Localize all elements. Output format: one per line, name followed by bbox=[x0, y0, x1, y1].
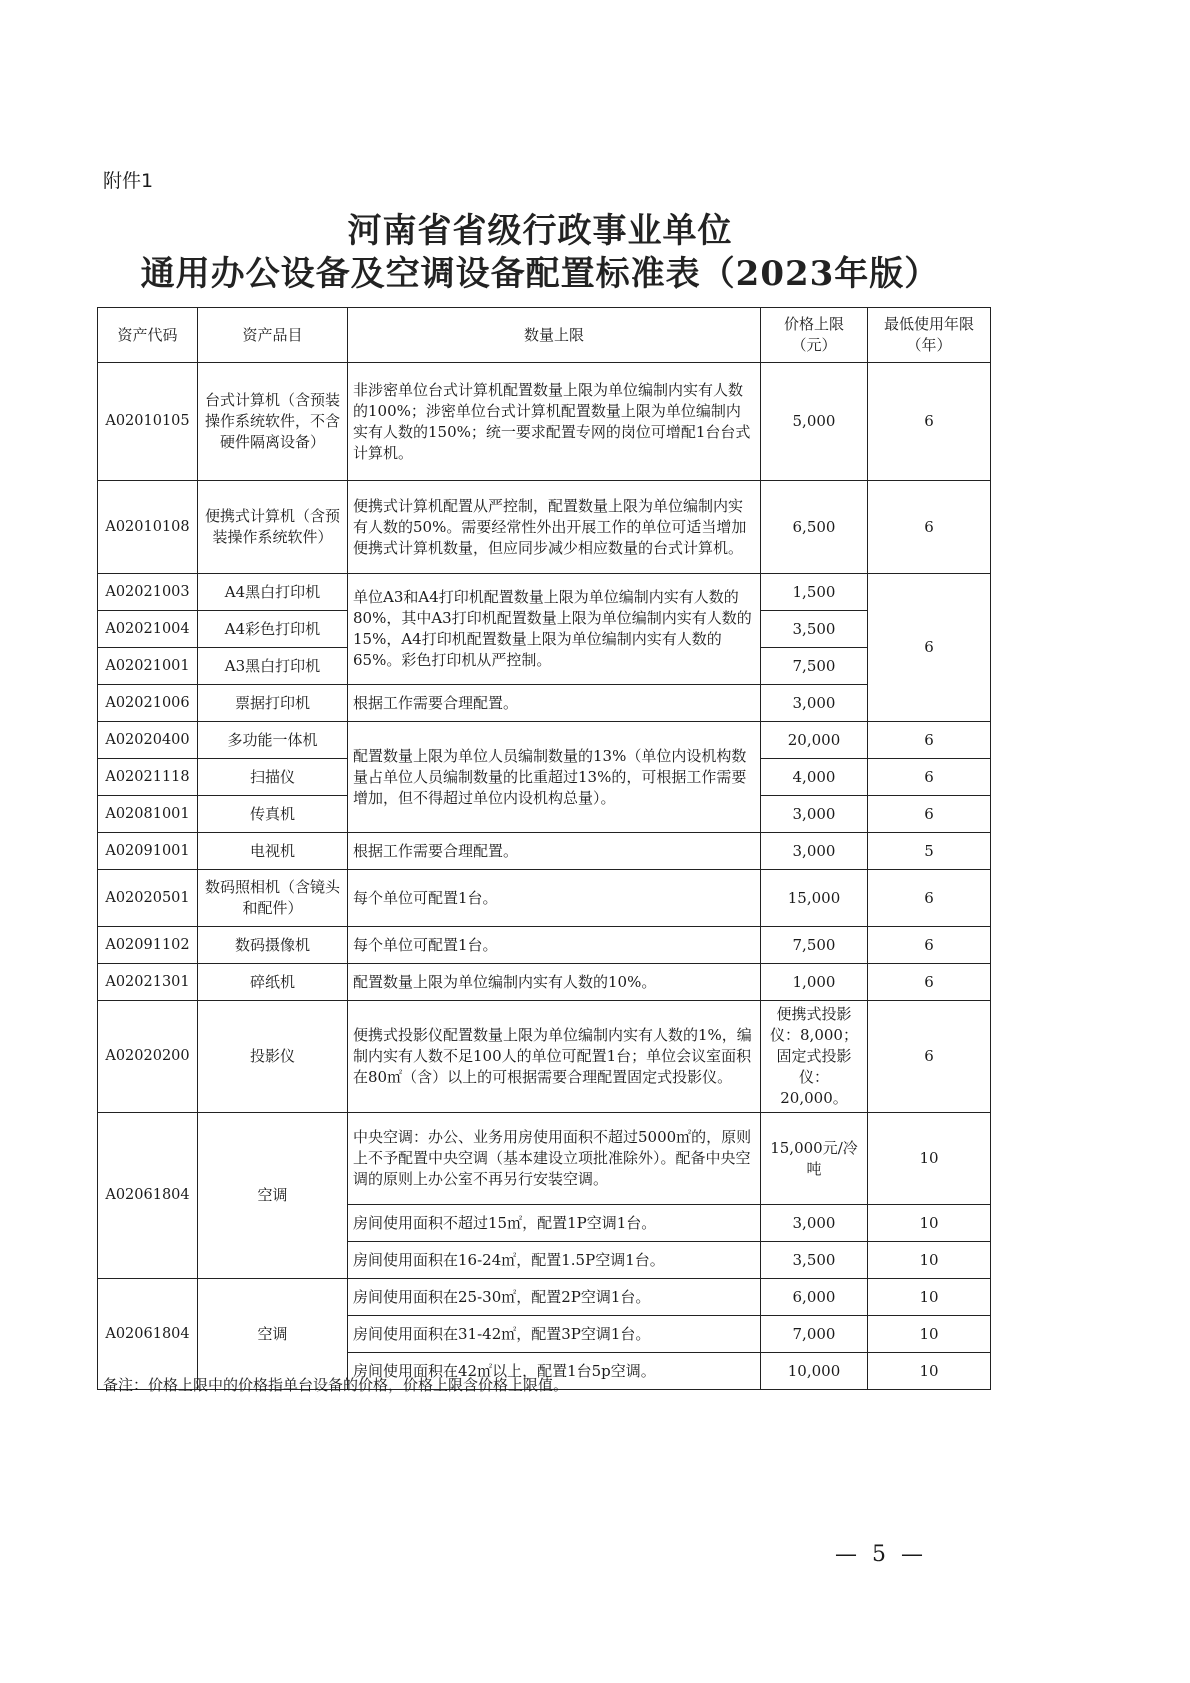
cell-code: A02091102 bbox=[98, 927, 198, 964]
cell-code: A02061804 bbox=[98, 1279, 198, 1390]
footnote: 备注：价格上限中的价格指单台设备的价格，价格上限含价格上限值。 bbox=[103, 1376, 569, 1394]
cell-item: 空调 bbox=[198, 1279, 348, 1390]
cell-code: A02021001 bbox=[98, 648, 198, 685]
cell-years: 6 bbox=[868, 722, 991, 759]
cell-code: A02021004 bbox=[98, 611, 198, 648]
cell-price: 3,000 bbox=[761, 796, 868, 833]
cell-price: 15,000 bbox=[761, 870, 868, 927]
table-row bbox=[98, 363, 991, 481]
cell-years-printer-group: 6 bbox=[868, 574, 991, 722]
table-row bbox=[98, 1001, 991, 1113]
header-item: 资产品目 bbox=[198, 308, 348, 363]
table-row bbox=[98, 722, 991, 759]
page-title-line2: 通用办公设备及空调设备配置标准表（2023年版） bbox=[140, 254, 940, 294]
cell-years: 10 bbox=[868, 1279, 991, 1316]
cell-code: A02010105 bbox=[98, 363, 198, 481]
cell-item: 空调 bbox=[198, 1113, 348, 1279]
cell-price: 20,000 bbox=[761, 722, 868, 759]
cell-years: 6 bbox=[868, 870, 991, 927]
cell-code: A02020200 bbox=[98, 1001, 198, 1113]
cell-price: 便携式投影仪：8,000；固定式投影仪：20,000。 bbox=[761, 1001, 868, 1113]
cell-quantity-mfp-group: 配置数量上限为单位人员编制数量的13%（单位内设机构数量占单位人员编制数量的比重超过13%的，可根据工作需要增加，但不得超过单位内设机构总量）。 bbox=[348, 722, 761, 833]
cell-item: 传真机 bbox=[198, 796, 348, 833]
header-price-line1: 价格上限 bbox=[783, 315, 844, 333]
header-years-line1: 最低使用年限 bbox=[883, 315, 974, 333]
table-row bbox=[98, 574, 991, 611]
header-code: 资产代码 bbox=[98, 308, 198, 363]
cell-years: 6 bbox=[868, 481, 991, 574]
cell-item: 票据打印机 bbox=[198, 685, 348, 722]
table-row bbox=[98, 1113, 991, 1205]
cell-item: 台式计算机（含预装操作系统软件，不含硬件隔离设备） bbox=[198, 363, 348, 481]
cell-years: 6 bbox=[868, 927, 991, 964]
cell-code: A02020501 bbox=[98, 870, 198, 927]
cell-code: A02021301 bbox=[98, 964, 198, 1001]
table-row bbox=[98, 927, 991, 964]
cell-years: 6 bbox=[868, 759, 991, 796]
cell-years: 10 bbox=[868, 1113, 991, 1205]
cell-price: 1,500 bbox=[761, 574, 868, 611]
cell-quantity-printer-group: 单位A3和A4打印机配置数量上限为单位编制内实有人数的80%，其中A3打印机配置数量上限为单位编制内实有人数的15%，A4打印机配置数量上限为单位编制内实有人数的65%。彩色打印机从严控制。 bbox=[348, 574, 761, 685]
cell-item: 投影仪 bbox=[198, 1001, 348, 1113]
header-quantity: 数量上限 bbox=[348, 308, 761, 363]
header-years-line2: （年） bbox=[906, 336, 952, 354]
cell-item: 电视机 bbox=[198, 833, 348, 870]
table-header-row bbox=[98, 308, 991, 363]
table-row bbox=[98, 964, 991, 1001]
cell-price: 7,000 bbox=[761, 1316, 868, 1353]
cell-price: 3,500 bbox=[761, 611, 868, 648]
cell-price: 3,000 bbox=[761, 833, 868, 870]
cell-code: A02021003 bbox=[98, 574, 198, 611]
header-price-line2: （元） bbox=[791, 336, 837, 354]
cell-years: 6 bbox=[868, 796, 991, 833]
cell-code: A02021118 bbox=[98, 759, 198, 796]
cell-quantity: 每个单位可配置1台。 bbox=[348, 870, 761, 927]
cell-code: A02021006 bbox=[98, 685, 198, 722]
cell-price: 5,000 bbox=[761, 363, 868, 481]
cell-price: 6,500 bbox=[761, 481, 868, 574]
cell-quantity: 根据工作需要合理配置。 bbox=[348, 833, 761, 870]
cell-years: 10 bbox=[868, 1353, 991, 1390]
cell-item: A4黑白打印机 bbox=[198, 574, 348, 611]
page-number: — 5 — bbox=[835, 1542, 927, 1567]
cell-item: 便携式计算机（含预装操作系统软件） bbox=[198, 481, 348, 574]
cell-quantity: 房间使用面积在31-42㎡，配置3P空调1台。 bbox=[348, 1316, 761, 1353]
cell-years: 6 bbox=[868, 964, 991, 1001]
page-title-line1: 河南省省级行政事业单位 bbox=[347, 211, 733, 251]
cell-years: 10 bbox=[868, 1316, 991, 1353]
cell-price: 3,000 bbox=[761, 1205, 868, 1242]
cell-years: 5 bbox=[868, 833, 991, 870]
cell-quantity: 便携式计算机配置从严控制，配置数量上限为单位编制内实有人数的50%。需要经常性外出开展工作的单位可适当增加便携式计算机数量，但应同步减少相应数量的台式计算机。 bbox=[348, 481, 761, 574]
cell-price: 7,500 bbox=[761, 927, 868, 964]
table-row bbox=[98, 870, 991, 927]
cell-item: 碎纸机 bbox=[198, 964, 348, 1001]
table-row bbox=[98, 833, 991, 870]
cell-price: 7,500 bbox=[761, 648, 868, 685]
cell-item: A4彩色打印机 bbox=[198, 611, 348, 648]
cell-quantity: 中央空调：办公、业务用房使用面积不超过5000㎡的，原则上不予配置中央空调（基本建设立项批准除外）。配备中央空调的原则上办公室不再另行安装空调。 bbox=[348, 1113, 761, 1205]
header-years bbox=[868, 308, 991, 363]
table-row bbox=[98, 1279, 991, 1316]
cell-quantity: 非涉密单位台式计算机配置数量上限为单位编制内实有人数的100%；涉密单位台式计算机配置数量上限为单位编制内实有人数的150%；统一要求配置专网的岗位可增配1台台式计算机。 bbox=[348, 363, 761, 481]
header-price bbox=[761, 308, 868, 363]
cell-price: 3,000 bbox=[761, 685, 868, 722]
cell-code: A02010108 bbox=[98, 481, 198, 574]
cell-price: 15,000元/冷吨 bbox=[761, 1113, 868, 1205]
table-row bbox=[98, 685, 991, 722]
cell-code: A02061804 bbox=[98, 1113, 198, 1279]
attachment-label: 附件1 bbox=[103, 170, 154, 192]
cell-years: 10 bbox=[868, 1205, 991, 1242]
cell-quantity: 房间使用面积在25-30㎡，配置2P空调1台。 bbox=[348, 1279, 761, 1316]
cell-price: 4,000 bbox=[761, 759, 868, 796]
cell-quantity: 便携式投影仪配置数量上限为单位编制内实有人数的1%，编制内实有人数不足100人的单位可配置1台；单位会议室面积在80㎡（含）以上的可根据需要合理配置固定式投影仪。 bbox=[348, 1001, 761, 1113]
cell-price: 3,500 bbox=[761, 1242, 868, 1279]
cell-price: 6,000 bbox=[761, 1279, 868, 1316]
cell-quantity: 每个单位可配置1台。 bbox=[348, 927, 761, 964]
cell-item: 数码照相机（含镜头和配件） bbox=[198, 870, 348, 927]
cell-quantity: 房间使用面积不超过15㎡，配置1P空调1台。 bbox=[348, 1205, 761, 1242]
cell-code: A02081001 bbox=[98, 796, 198, 833]
cell-item: A3黑白打印机 bbox=[198, 648, 348, 685]
equipment-standard-table bbox=[97, 307, 991, 1390]
cell-quantity: 房间使用面积在42㎡以上，配置1台5p空调。 bbox=[348, 1353, 761, 1390]
cell-item: 多功能一体机 bbox=[198, 722, 348, 759]
cell-item: 扫描仪 bbox=[198, 759, 348, 796]
cell-years: 10 bbox=[868, 1242, 991, 1279]
cell-price: 10,000 bbox=[761, 1353, 868, 1390]
cell-code: A02091001 bbox=[98, 833, 198, 870]
table-row bbox=[98, 481, 991, 574]
cell-years: 6 bbox=[868, 363, 991, 481]
cell-years: 6 bbox=[868, 1001, 991, 1113]
cell-item: 数码摄像机 bbox=[198, 927, 348, 964]
cell-quantity: 根据工作需要合理配置。 bbox=[348, 685, 761, 722]
cell-code: A02020400 bbox=[98, 722, 198, 759]
cell-price: 1,000 bbox=[761, 964, 868, 1001]
cell-quantity: 房间使用面积在16-24㎡，配置1.5P空调1台。 bbox=[348, 1242, 761, 1279]
cell-quantity: 配置数量上限为单位编制内实有人数的10%。 bbox=[348, 964, 761, 1001]
